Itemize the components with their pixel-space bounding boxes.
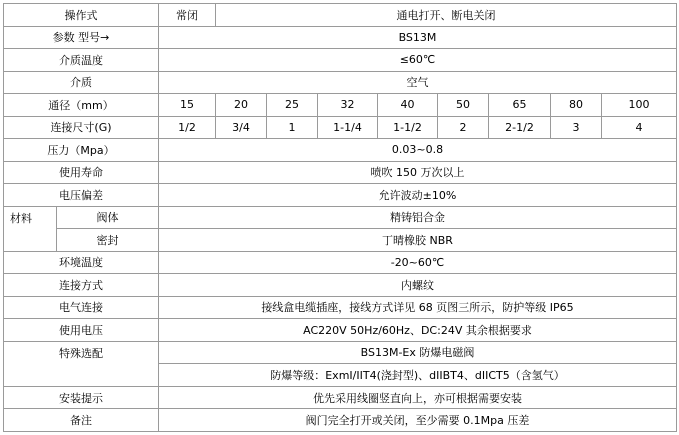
connection-size-cell: 4 <box>602 116 677 139</box>
table-row-header <box>4 4 677 27</box>
special-value-1: BS13M-Ex 防爆电磁阀 <box>159 341 677 364</box>
table-row-media-temp <box>4 49 677 72</box>
params-label: 参数 型号→ <box>4 26 159 49</box>
media-value: 空气 <box>159 71 677 94</box>
valve-body-value: 精铸铝合金 <box>159 206 677 229</box>
connection-size-cell: 1/2 <box>159 116 216 139</box>
diameter-cell: 25 <box>267 94 318 117</box>
conn-method-label: 连接方式 <box>4 274 159 297</box>
connection-size-cell: 1-1/2 <box>378 116 438 139</box>
voltage-label: 使用电压 <box>4 319 159 342</box>
remark-label: 备注 <box>4 409 159 432</box>
valve-body-label: 阀体 <box>57 206 159 229</box>
connection-size-cell: 2 <box>438 116 489 139</box>
diameter-label: 通径（mm） <box>4 94 159 117</box>
connection-size-cell: 3/4 <box>216 116 267 139</box>
table-row-material-seal <box>4 229 677 252</box>
special-value-2: 防爆等级：ExmI/IIT4(浇封型)、dIIBT4、dIICT5（含氢气） <box>159 364 677 387</box>
pressure-value: 0.03~0.8 <box>159 139 677 162</box>
connection-size-cell: 1-1/4 <box>318 116 378 139</box>
operation-desc: 通电打开、断电关闭 <box>216 4 677 27</box>
connection-size-cell: 3 <box>551 116 602 139</box>
media-temp-value: ≤60℃ <box>159 49 677 72</box>
voltage-deviation-label: 电压偏差 <box>4 184 159 207</box>
voltage-deviation-value: 允许波动±10% <box>159 184 677 207</box>
remark-value: 阀门完全打开或关闭，至少需要 0.1Mpa 压差 <box>159 409 677 432</box>
special-label: 特殊选配 <box>4 341 159 386</box>
connection-size-cell: 1 <box>267 116 318 139</box>
diameter-cell: 40 <box>378 94 438 117</box>
table-row-media <box>4 71 677 94</box>
seal-label: 密封 <box>57 229 159 252</box>
diameter-cell: 50 <box>438 94 489 117</box>
table-row-conn-method <box>4 274 677 297</box>
diameter-cell: 15 <box>159 94 216 117</box>
table-row-pressure <box>4 139 677 162</box>
table-row-electric <box>4 296 677 319</box>
electric-label: 电气连接 <box>4 296 159 319</box>
conn-method-value: 内螺纹 <box>159 274 677 297</box>
install-value: 优先采用线圈竖直向上，亦可根据需要安装 <box>159 386 677 409</box>
table-row-remark <box>4 409 677 432</box>
table-row-install <box>4 386 677 409</box>
material-label: 材料 <box>4 206 57 251</box>
table-row-material-body <box>4 206 677 229</box>
diameter-cell: 100 <box>602 94 677 117</box>
model-value: BS13M <box>159 26 677 49</box>
diameter-cell: 80 <box>551 94 602 117</box>
media-temp-label: 介质温度 <box>4 49 159 72</box>
life-label: 使用寿命 <box>4 161 159 184</box>
install-label: 安装提示 <box>4 386 159 409</box>
diameter-cell: 65 <box>489 94 551 117</box>
connection-size-label: 连接尺寸(G) <box>4 116 159 139</box>
env-temp-label: 环境温度 <box>4 251 159 274</box>
table-row-connection-size <box>4 116 677 139</box>
electric-value: 接线盒电缆插座，接线方式详见 68 页图三所示，防护等级 IP65 <box>159 296 677 319</box>
diameter-cell: 20 <box>216 94 267 117</box>
voltage-value: AC220V 50Hz/60Hz、DC:24V 其余根据要求 <box>159 319 677 342</box>
life-value: 喷吹 150 万次以上 <box>159 161 677 184</box>
table-row-env-temp <box>4 251 677 274</box>
table-row-special-1 <box>4 341 677 364</box>
operation-label: 操作式 <box>4 4 159 27</box>
seal-value: 丁晴橡胶 NBR <box>159 229 677 252</box>
diameter-cell: 32 <box>318 94 378 117</box>
table-row-params <box>4 26 677 49</box>
pressure-label: 压力（Mpa） <box>4 139 159 162</box>
media-label: 介质 <box>4 71 159 94</box>
normally-closed-cell: 常闭 <box>159 4 216 27</box>
table-row-diameter <box>4 94 677 117</box>
table-row-life <box>4 161 677 184</box>
table-row-voltage <box>4 319 677 342</box>
env-temp-value: -20~60℃ <box>159 251 677 274</box>
connection-size-cell: 2-1/2 <box>489 116 551 139</box>
spec-table <box>3 3 677 432</box>
table-row-voltage-deviation <box>4 184 677 207</box>
